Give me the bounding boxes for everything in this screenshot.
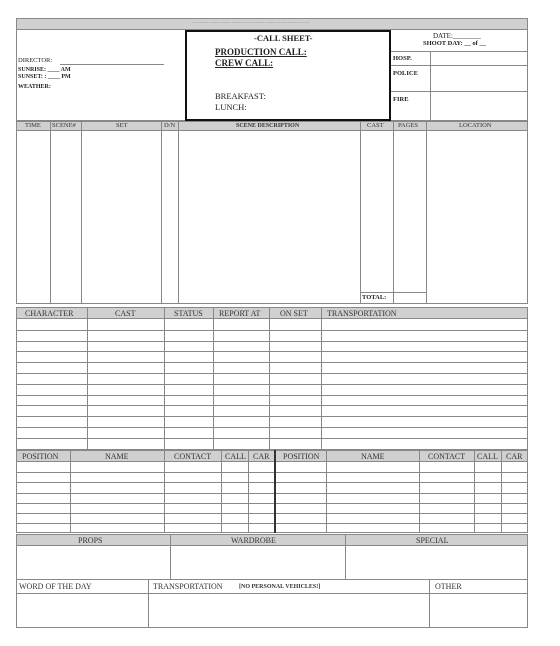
- sunrise-label: SUNRISE: ____ AM: [18, 67, 71, 73]
- crew-divider-9: [501, 450, 502, 533]
- cast-divider-3: [213, 307, 214, 450]
- crew-right-col-name: NAME: [361, 452, 385, 461]
- cast-table-row-line: [16, 416, 528, 417]
- crew-table-row-line: [16, 523, 528, 524]
- scene-divider-1: [50, 121, 51, 304]
- special-label: SPECIAL: [416, 536, 449, 545]
- cast-table-row-line: [16, 341, 528, 342]
- scene-divider-5: [360, 121, 361, 304]
- col-cast-name: CAST: [115, 309, 136, 318]
- crew-table-row-line: [16, 482, 528, 483]
- col-pages: PAGES: [398, 122, 418, 129]
- cast-table: [16, 307, 528, 450]
- crew-divider-2: [164, 450, 165, 533]
- cast-table-header: [16, 307, 528, 319]
- top-strip-text: — —— —— —— —— —— —— —— —— —— ——: [192, 21, 310, 26]
- crew-table-row-line: [16, 493, 528, 494]
- crew-divider-7: [419, 450, 420, 533]
- cast-table-row-line: [16, 330, 528, 331]
- crew-right-col-position: POSITION: [283, 452, 320, 461]
- cast-divider-4: [269, 307, 270, 450]
- weather-label: WEATHER:: [18, 84, 51, 90]
- crew-divider-1: [70, 450, 71, 533]
- cast-table-row-line: [16, 405, 528, 406]
- crew-divider-3: [221, 450, 222, 533]
- col-scene-number: SCENE#: [52, 122, 76, 129]
- no-personal-vehicles-note: [NO PERSONAL VEHICLES!]: [239, 584, 321, 590]
- cast-table-row-line: [16, 351, 528, 352]
- cast-divider-5: [321, 307, 322, 450]
- footer-transportation-label: TRANSPORTATION: [153, 582, 223, 591]
- col-day-night: D/N: [164, 122, 176, 129]
- police-label: POLICE: [393, 70, 418, 77]
- cast-table-row-line: [16, 362, 528, 363]
- breakfast-label: BREAKFAST:: [215, 91, 266, 101]
- crew-divider-8: [474, 450, 475, 533]
- director-line: [60, 64, 164, 65]
- crew-left-col-call: CALL: [225, 452, 246, 461]
- col-set: SET: [116, 122, 128, 129]
- total-label: TOTAL:: [362, 294, 387, 301]
- production-call-label: PRODUCTION CALL:: [215, 47, 307, 57]
- right-header-line-3: [391, 91, 528, 92]
- cast-table-row-line: [16, 395, 528, 396]
- crew-table-row-line: [16, 503, 528, 504]
- fire-label: FIRE: [393, 96, 409, 103]
- col-time: TIME: [25, 122, 41, 129]
- col-on-set: ON SET: [280, 309, 308, 318]
- right-header-line-1: [391, 51, 528, 52]
- scene-table: [16, 121, 528, 304]
- hosp-label: HOSP.: [393, 55, 412, 62]
- col-scene-description: SCENE DESCRIPTION: [236, 123, 300, 129]
- cast-table-row-line: [16, 427, 528, 428]
- lunch-label: LUNCH:: [215, 102, 247, 112]
- call-sheet-title: -CALL SHEET-: [254, 33, 313, 43]
- sunset-label: SUNSET: : ____ PM: [18, 74, 71, 80]
- right-header-line-2: [391, 65, 528, 66]
- col-cast: CAST: [367, 122, 384, 129]
- footer-header-line: [16, 593, 528, 594]
- shoot-day-label: SHOOT DAY: __ of __: [423, 40, 486, 47]
- crew-table: [16, 450, 528, 533]
- col-report-at: REPORT AT: [219, 309, 261, 318]
- department-divider-1: [170, 534, 171, 580]
- total-row-line: [360, 292, 426, 293]
- crew-divider-4: [248, 450, 249, 533]
- footer-divider-2: [429, 580, 430, 628]
- crew-center-divider: [274, 450, 276, 533]
- col-transportation: TRANSPORTATION: [327, 309, 397, 318]
- word-of-the-day-label: WORD OF THE DAY: [19, 582, 92, 591]
- cast-divider-1: [87, 307, 88, 450]
- crew-table-row-line: [16, 472, 528, 473]
- scene-divider-7: [426, 121, 427, 304]
- crew-right-col-car: CAR: [506, 452, 523, 461]
- footer-divider-1: [148, 580, 149, 628]
- crew-right-col-call: CALL: [477, 452, 498, 461]
- crew-left-col-car: CAR: [253, 452, 270, 461]
- cast-table-row-line: [16, 373, 528, 374]
- crew-right-col-contact: CONTACT: [428, 452, 466, 461]
- scene-divider-2: [81, 121, 82, 304]
- crew-call-label: CREW CALL:: [215, 58, 274, 68]
- department-divider-2: [345, 534, 346, 580]
- col-location: LOCATION: [459, 122, 492, 129]
- director-label: DIRECTOR:: [18, 57, 53, 64]
- cast-divider-2: [164, 307, 165, 450]
- scene-divider-3: [161, 121, 162, 304]
- scene-divider-4: [178, 121, 179, 304]
- col-status: STATUS: [174, 309, 203, 318]
- crew-left-col-contact: CONTACT: [174, 452, 212, 461]
- crew-table-row-line: [16, 513, 528, 514]
- col-character: CHARACTER: [25, 309, 74, 318]
- cast-table-row-line: [16, 384, 528, 385]
- scene-divider-6: [393, 121, 394, 304]
- crew-left-col-name: NAME: [105, 452, 129, 461]
- wardrobe-label: WARDROBE: [231, 536, 276, 545]
- right-header-divider: [430, 51, 431, 121]
- date-label: DATE:________: [433, 32, 481, 40]
- crew-left-col-position: POSITION: [22, 452, 59, 461]
- crew-divider-6: [326, 450, 327, 533]
- props-label: PROPS: [78, 536, 103, 545]
- cast-table-row-line: [16, 438, 528, 439]
- other-label: OTHER: [435, 582, 462, 591]
